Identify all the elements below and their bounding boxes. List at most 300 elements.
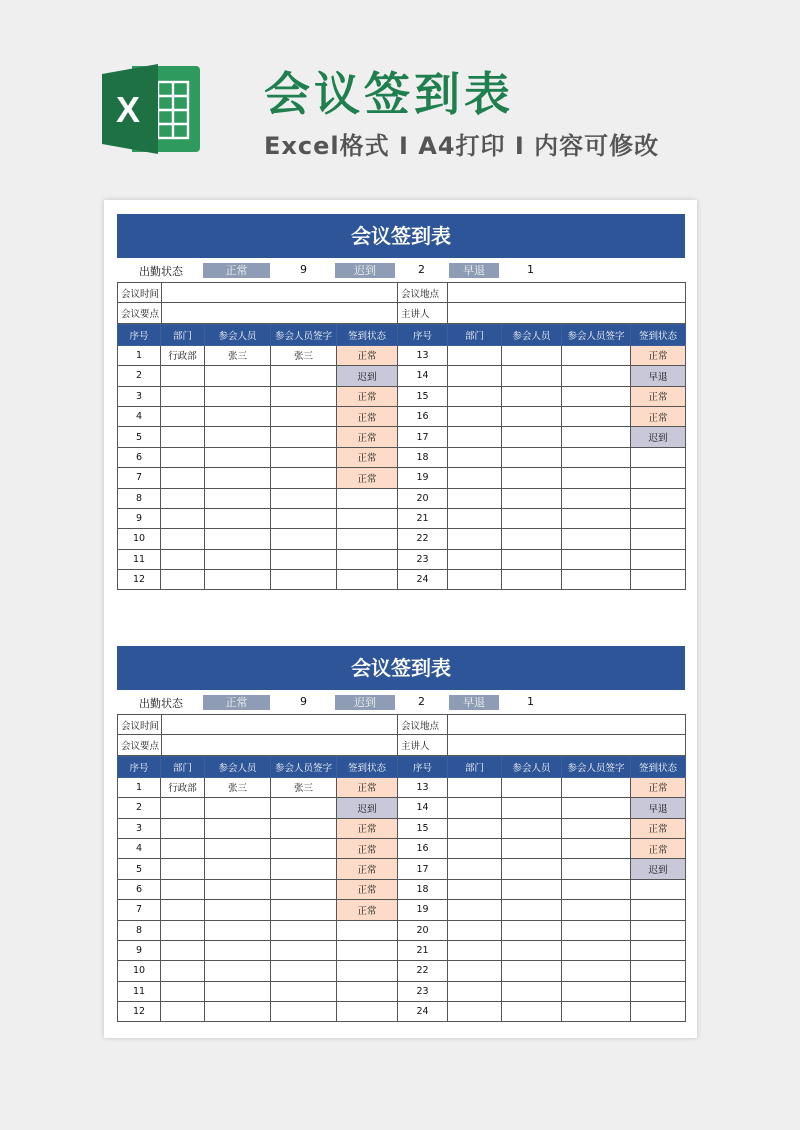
left-attendee-cell[interactable] — [205, 818, 271, 838]
right-status-cell[interactable]: 早退 — [631, 798, 686, 818]
right-signature-cell[interactable] — [562, 818, 631, 838]
right-status-cell[interactable] — [631, 447, 686, 467]
right-department-cell[interactable] — [448, 406, 502, 426]
left-attendee-cell[interactable] — [205, 1002, 271, 1022]
left-signature-cell[interactable] — [271, 447, 337, 467]
right-signature-cell[interactable] — [562, 508, 631, 528]
meeting-place-field[interactable] — [448, 715, 686, 735]
right-status-cell[interactable] — [631, 570, 686, 590]
right-attendee-cell[interactable] — [502, 386, 562, 406]
early-count: 1 — [527, 263, 534, 276]
right-department-cell[interactable] — [448, 447, 502, 467]
left-signature-cell[interactable] — [271, 386, 337, 406]
column-header: 参会人员签字 — [562, 756, 631, 777]
right-attendee-cell[interactable] — [502, 345, 562, 365]
left-number-cell: 7 — [118, 900, 161, 920]
left-attendee-cell[interactable] — [205, 859, 271, 879]
right-number-cell: 14 — [398, 798, 448, 818]
right-department-cell[interactable] — [448, 940, 502, 960]
status-normal-pill: 正常 — [203, 263, 270, 278]
right-department-cell[interactable] — [448, 777, 502, 797]
right-attendee-cell[interactable] — [502, 366, 562, 386]
status-late-pill: 迟到 — [335, 263, 395, 278]
left-signature-cell[interactable] — [271, 406, 337, 426]
right-status-cell[interactable]: 迟到 — [631, 427, 686, 447]
table-row — [118, 406, 686, 426]
column-header: 序号 — [398, 324, 448, 345]
table-row — [118, 447, 686, 467]
right-number-cell: 17 — [398, 859, 448, 879]
right-status-cell[interactable] — [631, 879, 686, 899]
status-early-pill: 早退 — [449, 263, 499, 278]
right-signature-cell[interactable] — [562, 570, 631, 590]
column-header: 序号 — [118, 324, 161, 345]
left-number-cell: 2 — [118, 366, 161, 386]
table-row — [118, 981, 686, 1001]
left-signature-cell[interactable] — [271, 838, 337, 858]
left-signature-cell[interactable]: 张三 — [271, 345, 337, 365]
right-signature-cell[interactable] — [562, 961, 631, 981]
left-signature-cell[interactable] — [271, 488, 337, 508]
left-department-cell[interactable] — [161, 488, 205, 508]
right-number-cell: 21 — [398, 508, 448, 528]
left-status-cell[interactable] — [337, 549, 398, 569]
left-attendee-cell[interactable] — [205, 920, 271, 940]
left-signature-cell[interactable] — [271, 1002, 337, 1022]
right-department-cell[interactable] — [448, 345, 502, 365]
left-department-cell[interactable] — [161, 1002, 205, 1022]
column-header: 序号 — [118, 756, 161, 777]
table-row — [118, 940, 686, 960]
right-signature-cell[interactable] — [562, 940, 631, 960]
left-attendee-cell[interactable] — [205, 529, 271, 549]
right-attendee-cell[interactable] — [502, 920, 562, 940]
left-attendee-cell[interactable] — [205, 570, 271, 590]
table-row — [118, 529, 686, 549]
left-number-cell: 6 — [118, 879, 161, 899]
left-attendee-cell[interactable] — [205, 468, 271, 488]
right-department-cell[interactable] — [448, 386, 502, 406]
left-department-cell[interactable]: 行政部 — [161, 777, 205, 797]
right-number-cell: 18 — [398, 879, 448, 899]
meeting-time-field[interactable] — [162, 283, 398, 303]
left-attendee-cell[interactable] — [205, 961, 271, 981]
right-attendee-cell[interactable] — [502, 549, 562, 569]
table-row — [118, 777, 686, 797]
left-status-cell[interactable]: 正常 — [337, 468, 398, 488]
right-signature-cell[interactable] — [562, 859, 631, 879]
host-label: 主讲人 — [398, 303, 448, 323]
left-department-cell[interactable] — [161, 818, 205, 838]
column-header: 参会人员 — [502, 324, 562, 345]
right-signature-cell[interactable] — [562, 798, 631, 818]
attendance-table — [117, 756, 686, 1023]
right-signature-cell[interactable] — [562, 879, 631, 899]
left-number-cell: 12 — [118, 1002, 161, 1022]
left-attendee-cell[interactable] — [205, 447, 271, 467]
table-row — [118, 570, 686, 590]
right-number-cell: 24 — [398, 1002, 448, 1022]
left-signature-cell[interactable] — [271, 981, 337, 1001]
left-status-cell[interactable]: 正常 — [337, 406, 398, 426]
right-status-cell[interactable] — [631, 981, 686, 1001]
right-department-cell[interactable] — [448, 859, 502, 879]
left-signature-cell[interactable] — [271, 900, 337, 920]
left-department-cell[interactable] — [161, 940, 205, 960]
left-number-cell: 5 — [118, 859, 161, 879]
left-signature-cell[interactable] — [271, 427, 337, 447]
left-department-cell[interactable] — [161, 981, 205, 1001]
right-department-cell[interactable] — [448, 981, 502, 1001]
right-signature-cell[interactable] — [562, 406, 631, 426]
column-header: 部门 — [161, 756, 205, 777]
meeting-place-label: 会议地点 — [398, 715, 448, 735]
right-attendee-cell[interactable] — [502, 879, 562, 899]
right-department-cell[interactable] — [448, 570, 502, 590]
attendance-summary — [117, 690, 685, 714]
left-department-cell[interactable] — [161, 366, 205, 386]
right-department-cell[interactable] — [448, 529, 502, 549]
right-status-cell[interactable]: 早退 — [631, 366, 686, 386]
column-header: 签到状态 — [631, 756, 686, 777]
right-number-cell: 16 — [398, 838, 448, 858]
right-signature-cell[interactable] — [562, 1002, 631, 1022]
left-department-cell[interactable] — [161, 447, 205, 467]
column-header: 参会人员 — [205, 756, 271, 777]
left-department-cell[interactable] — [161, 386, 205, 406]
right-status-cell[interactable]: 正常 — [631, 818, 686, 838]
meeting-place-label: 会议地点 — [398, 283, 448, 303]
left-attendee-cell[interactable] — [205, 838, 271, 858]
left-signature-cell[interactable] — [271, 529, 337, 549]
right-status-cell[interactable]: 正常 — [631, 838, 686, 858]
meeting-info-table — [117, 282, 686, 324]
right-signature-cell[interactable] — [562, 488, 631, 508]
meeting-points-field[interactable] — [162, 303, 398, 323]
right-number-cell: 16 — [398, 406, 448, 426]
attendance-summary — [117, 258, 685, 282]
right-status-cell[interactable] — [631, 488, 686, 508]
page-subtitle: Excel格式 I A4打印 I 内容可修改 — [264, 132, 660, 160]
right-signature-cell[interactable] — [562, 529, 631, 549]
right-attendee-cell[interactable] — [502, 798, 562, 818]
right-signature-cell[interactable] — [562, 447, 631, 467]
sign-in-sheet-2 — [117, 646, 685, 1022]
right-department-cell[interactable] — [448, 879, 502, 899]
right-status-cell[interactable]: 迟到 — [631, 859, 686, 879]
early-count: 1 — [527, 695, 534, 708]
right-attendee-cell[interactable] — [502, 488, 562, 508]
right-number-cell: 23 — [398, 981, 448, 1001]
normal-count: 9 — [300, 695, 307, 708]
left-signature-cell[interactable] — [271, 468, 337, 488]
left-attendee-cell[interactable] — [205, 900, 271, 920]
right-status-cell[interactable] — [631, 468, 686, 488]
right-number-cell: 20 — [398, 488, 448, 508]
left-number-cell: 1 — [118, 777, 161, 797]
right-status-cell[interactable]: 正常 — [631, 777, 686, 797]
left-attendee-cell[interactable] — [205, 406, 271, 426]
right-number-cell: 23 — [398, 549, 448, 569]
left-status-cell[interactable] — [337, 508, 398, 528]
right-status-cell[interactable] — [631, 549, 686, 569]
right-attendee-cell[interactable] — [502, 427, 562, 447]
left-department-cell[interactable] — [161, 859, 205, 879]
left-status-cell[interactable]: 正常 — [337, 838, 398, 858]
meeting-points-field[interactable] — [162, 735, 398, 755]
left-status-cell[interactable]: 正常 — [337, 900, 398, 920]
left-attendee-cell[interactable] — [205, 386, 271, 406]
right-department-cell[interactable] — [448, 961, 502, 981]
right-department-cell[interactable] — [448, 488, 502, 508]
right-number-cell: 17 — [398, 427, 448, 447]
right-attendee-cell[interactable] — [502, 1002, 562, 1022]
right-number-cell: 14 — [398, 366, 448, 386]
left-status-cell[interactable]: 正常 — [337, 777, 398, 797]
left-department-cell[interactable] — [161, 529, 205, 549]
left-status-cell[interactable]: 正常 — [337, 447, 398, 467]
left-attendee-cell[interactable] — [205, 549, 271, 569]
left-department-cell[interactable] — [161, 900, 205, 920]
left-signature-cell[interactable] — [271, 798, 337, 818]
table-row — [118, 549, 686, 569]
left-status-cell[interactable]: 正常 — [337, 879, 398, 899]
right-signature-cell[interactable] — [562, 427, 631, 447]
meeting-points-label: 会议要点 — [118, 303, 162, 323]
left-status-cell[interactable]: 正常 — [337, 818, 398, 838]
left-attendee-cell[interactable] — [205, 366, 271, 386]
left-signature-cell[interactable] — [271, 818, 337, 838]
left-signature-cell[interactable] — [271, 366, 337, 386]
left-status-cell[interactable]: 迟到 — [337, 798, 398, 818]
left-signature-cell[interactable]: 张三 — [271, 777, 337, 797]
right-department-cell[interactable] — [448, 549, 502, 569]
right-attendee-cell[interactable] — [502, 468, 562, 488]
left-department-cell[interactable]: 行政部 — [161, 345, 205, 365]
left-signature-cell[interactable] — [271, 570, 337, 590]
table-row — [118, 345, 686, 365]
left-department-cell[interactable] — [161, 549, 205, 569]
right-attendee-cell[interactable] — [502, 818, 562, 838]
right-number-cell: 19 — [398, 900, 448, 920]
right-department-cell[interactable] — [448, 798, 502, 818]
left-department-cell[interactable] — [161, 570, 205, 590]
left-attendee-cell[interactable] — [205, 940, 271, 960]
normal-count: 9 — [300, 263, 307, 276]
column-header: 参会人员 — [502, 756, 562, 777]
right-department-cell[interactable] — [448, 1002, 502, 1022]
left-number-cell: 10 — [118, 961, 161, 981]
attendance-table — [117, 324, 686, 591]
left-number-cell: 9 — [118, 508, 161, 528]
right-number-cell: 24 — [398, 570, 448, 590]
left-status-cell[interactable] — [337, 570, 398, 590]
host-field[interactable] — [448, 735, 686, 755]
right-number-cell: 21 — [398, 940, 448, 960]
table-row — [118, 818, 686, 838]
left-status-cell[interactable] — [337, 920, 398, 940]
right-attendee-cell[interactable] — [502, 838, 562, 858]
left-signature-cell[interactable] — [271, 920, 337, 940]
right-attendee-cell[interactable] — [502, 961, 562, 981]
right-signature-cell[interactable] — [562, 900, 631, 920]
right-signature-cell[interactable] — [562, 981, 631, 1001]
table-row — [118, 508, 686, 528]
column-header: 参会人员签字 — [562, 324, 631, 345]
table-header-row — [118, 756, 686, 777]
table-row — [118, 900, 686, 920]
table-row — [118, 488, 686, 508]
table-row — [118, 427, 686, 447]
sheet-paper — [104, 200, 697, 1038]
table-row — [118, 920, 686, 940]
right-status-cell[interactable]: 正常 — [631, 386, 686, 406]
meeting-info-table — [117, 714, 686, 756]
right-attendee-cell[interactable] — [502, 529, 562, 549]
column-header: 参会人员 — [205, 324, 271, 345]
right-attendee-cell[interactable] — [502, 777, 562, 797]
right-status-cell[interactable] — [631, 961, 686, 981]
right-status-cell[interactable] — [631, 529, 686, 549]
left-status-cell[interactable] — [337, 488, 398, 508]
right-department-cell[interactable] — [448, 838, 502, 858]
left-number-cell: 1 — [118, 345, 161, 365]
right-signature-cell[interactable] — [562, 838, 631, 858]
left-attendee-cell[interactable] — [205, 488, 271, 508]
left-attendee-cell[interactable]: 张三 — [205, 777, 271, 797]
left-signature-cell[interactable] — [271, 508, 337, 528]
left-department-cell[interactable] — [161, 920, 205, 940]
right-attendee-cell[interactable] — [502, 570, 562, 590]
right-status-cell[interactable] — [631, 1002, 686, 1022]
right-signature-cell[interactable] — [562, 468, 631, 488]
column-header: 参会人员签字 — [271, 324, 337, 345]
left-department-cell[interactable] — [161, 508, 205, 528]
left-status-cell[interactable] — [337, 981, 398, 1001]
table-row — [118, 838, 686, 858]
table-row — [118, 386, 686, 406]
right-signature-cell[interactable] — [562, 549, 631, 569]
left-status-cell[interactable] — [337, 529, 398, 549]
right-status-cell[interactable] — [631, 920, 686, 940]
left-department-cell[interactable] — [161, 406, 205, 426]
meeting-time-field[interactable] — [162, 715, 398, 735]
left-status-cell[interactable] — [337, 961, 398, 981]
left-attendee-cell[interactable] — [205, 798, 271, 818]
right-status-cell[interactable]: 正常 — [631, 345, 686, 365]
right-attendee-cell[interactable] — [502, 900, 562, 920]
left-number-cell: 10 — [118, 529, 161, 549]
meeting-place-field[interactable] — [448, 283, 686, 303]
column-header: 签到状态 — [631, 324, 686, 345]
right-signature-cell[interactable] — [562, 920, 631, 940]
right-number-cell: 13 — [398, 777, 448, 797]
right-department-cell[interactable] — [448, 508, 502, 528]
right-department-cell[interactable] — [448, 818, 502, 838]
late-count: 2 — [418, 263, 425, 276]
right-attendee-cell[interactable] — [502, 940, 562, 960]
left-signature-cell[interactable] — [271, 859, 337, 879]
attendance-label: 出勤状态 — [139, 697, 183, 710]
right-number-cell: 19 — [398, 468, 448, 488]
right-attendee-cell[interactable] — [502, 859, 562, 879]
meeting-time-label: 会议时间 — [118, 283, 162, 303]
left-status-cell[interactable]: 正常 — [337, 859, 398, 879]
table-row — [118, 798, 686, 818]
left-signature-cell[interactable] — [271, 879, 337, 899]
right-department-cell[interactable] — [448, 900, 502, 920]
left-number-cell: 9 — [118, 940, 161, 960]
right-attendee-cell[interactable] — [502, 508, 562, 528]
left-department-cell[interactable] — [161, 838, 205, 858]
left-status-cell[interactable]: 迟到 — [337, 366, 398, 386]
status-early-pill: 早退 — [449, 695, 499, 710]
left-signature-cell[interactable] — [271, 549, 337, 569]
right-attendee-cell[interactable] — [502, 447, 562, 467]
right-number-cell: 15 — [398, 386, 448, 406]
left-number-cell: 12 — [118, 570, 161, 590]
left-signature-cell[interactable] — [271, 940, 337, 960]
right-number-cell: 22 — [398, 961, 448, 981]
late-count: 2 — [418, 695, 425, 708]
right-signature-cell[interactable] — [562, 345, 631, 365]
right-signature-cell[interactable] — [562, 777, 631, 797]
table-row — [118, 366, 686, 386]
left-attendee-cell[interactable] — [205, 508, 271, 528]
left-attendee-cell[interactable] — [205, 427, 271, 447]
right-department-cell[interactable] — [448, 427, 502, 447]
left-status-cell[interactable] — [337, 940, 398, 960]
left-status-cell[interactable]: 正常 — [337, 427, 398, 447]
left-department-cell[interactable] — [161, 427, 205, 447]
left-status-cell[interactable]: 正常 — [337, 345, 398, 365]
right-department-cell[interactable] — [448, 366, 502, 386]
right-signature-cell[interactable] — [562, 366, 631, 386]
column-header: 部门 — [448, 324, 502, 345]
column-header: 参会人员签字 — [271, 756, 337, 777]
table-header-row — [118, 324, 686, 345]
right-status-cell[interactable] — [631, 508, 686, 528]
right-status-cell[interactable] — [631, 940, 686, 960]
left-status-cell[interactable] — [337, 1002, 398, 1022]
left-attendee-cell[interactable]: 张三 — [205, 345, 271, 365]
left-status-cell[interactable]: 正常 — [337, 386, 398, 406]
left-department-cell[interactable] — [161, 879, 205, 899]
column-header: 部门 — [448, 756, 502, 777]
meeting-time-label: 会议时间 — [118, 715, 162, 735]
left-department-cell[interactable] — [161, 961, 205, 981]
left-department-cell[interactable] — [161, 468, 205, 488]
left-number-cell: 4 — [118, 406, 161, 426]
left-number-cell: 11 — [118, 981, 161, 1001]
right-department-cell[interactable] — [448, 920, 502, 940]
left-attendee-cell[interactable] — [205, 879, 271, 899]
right-attendee-cell[interactable] — [502, 406, 562, 426]
left-department-cell[interactable] — [161, 798, 205, 818]
right-attendee-cell[interactable] — [502, 981, 562, 1001]
right-status-cell[interactable]: 正常 — [631, 406, 686, 426]
right-number-cell: 15 — [398, 818, 448, 838]
right-status-cell[interactable] — [631, 900, 686, 920]
right-signature-cell[interactable] — [562, 386, 631, 406]
host-field[interactable] — [448, 303, 686, 323]
left-signature-cell[interactable] — [271, 961, 337, 981]
column-header: 签到状态 — [337, 324, 398, 345]
left-attendee-cell[interactable] — [205, 981, 271, 1001]
meeting-points-label: 会议要点 — [118, 735, 162, 755]
right-department-cell[interactable] — [448, 468, 502, 488]
left-number-cell: 3 — [118, 818, 161, 838]
